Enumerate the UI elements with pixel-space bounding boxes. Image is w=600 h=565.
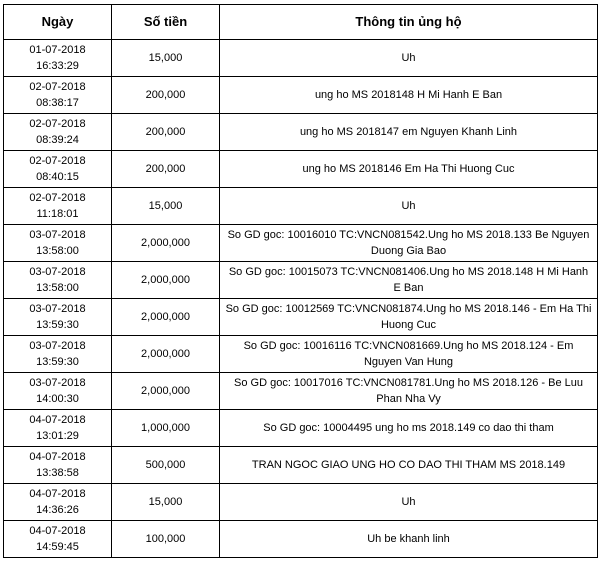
cell-date: 02-07-2018 08:39:24 (4, 114, 112, 151)
table-row (4, 151, 598, 188)
cell-info: So GD goc: 10004495 ung ho ms 2018.149 co dao thi tham (220, 410, 598, 447)
cell-info: Uh (220, 188, 598, 225)
header-info: Thông tin ủng hộ (220, 5, 598, 40)
cell-amount: 2,000,000 (112, 299, 220, 336)
table-row (4, 299, 598, 336)
cell-date: 02-07-2018 08:38:17 (4, 77, 112, 114)
cell-date: 04-07-2018 13:01:29 (4, 410, 112, 447)
cell-amount: 500,000 (112, 447, 220, 484)
table-row (4, 225, 598, 262)
table-row (4, 373, 598, 410)
table-row (4, 521, 598, 558)
cell-date: 04-07-2018 14:36:26 (4, 484, 112, 521)
cell-info: So GD goc: 10016116 TC:VNCN081669.Ung ho MS 2018.124 - Em Nguyen Van Hung (220, 336, 598, 373)
cell-info: Uh (220, 484, 598, 521)
cell-info: ung ho MS 2018147 em Nguyen Khanh Linh (220, 114, 598, 151)
table-row (4, 410, 598, 447)
table-row (4, 77, 598, 114)
table-row (4, 188, 598, 225)
cell-date: 04-07-2018 13:38:58 (4, 447, 112, 484)
cell-info: ung ho MS 2018148 H Mi Hanh E Ban (220, 77, 598, 114)
cell-info: Uh be khanh linh (220, 521, 598, 558)
cell-amount: 1,000,000 (112, 410, 220, 447)
table-row (4, 336, 598, 373)
cell-date: 03-07-2018 14:00:30 (4, 373, 112, 410)
cell-info: ung ho MS 2018146 Em Ha Thi Huong Cuc (220, 151, 598, 188)
cell-info: So GD goc: 10017016 TC:VNCN081781.Ung ho MS 2018.126 - Be Luu Phan Nha Vy (220, 373, 598, 410)
cell-date: 03-07-2018 13:59:30 (4, 336, 112, 373)
table-row (4, 262, 598, 299)
cell-amount: 2,000,000 (112, 336, 220, 373)
cell-info: TRAN NGOC GIAO UNG HO CO DAO THI THAM MS 2018.149 (220, 447, 598, 484)
cell-date: 03-07-2018 13:58:00 (4, 262, 112, 299)
cell-amount: 2,000,000 (112, 373, 220, 410)
cell-info: So GD goc: 10016010 TC:VNCN081542.Ung ho MS 2018.133 Be Nguyen Duong Gia Bao (220, 225, 598, 262)
cell-amount: 200,000 (112, 151, 220, 188)
table-row (4, 484, 598, 521)
cell-date: 03-07-2018 13:59:30 (4, 299, 112, 336)
cell-amount: 2,000,000 (112, 225, 220, 262)
cell-date: 02-07-2018 11:18:01 (4, 188, 112, 225)
table-row (4, 447, 598, 484)
cell-info: So GD goc: 10015073 TC:VNCN081406.Ung ho MS 2018.148 H Mi Hanh E Ban (220, 262, 598, 299)
header-row (4, 5, 598, 40)
table-body (4, 40, 598, 558)
table-row (4, 114, 598, 151)
cell-info: Uh (220, 40, 598, 77)
cell-amount: 15,000 (112, 188, 220, 225)
cell-amount: 100,000 (112, 521, 220, 558)
cell-info: So GD goc: 10012569 TC:VNCN081874.Ung ho MS 2018.146 - Em Ha Thi Huong Cuc (220, 299, 598, 336)
cell-date: 03-07-2018 13:58:00 (4, 225, 112, 262)
donations-table (3, 4, 598, 558)
header-date: Ngày (4, 5, 112, 40)
cell-amount: 200,000 (112, 114, 220, 151)
table-header (4, 5, 598, 40)
cell-amount: 15,000 (112, 484, 220, 521)
cell-date: 01-07-2018 16:33:29 (4, 40, 112, 77)
cell-amount: 15,000 (112, 40, 220, 77)
cell-amount: 200,000 (112, 77, 220, 114)
cell-date: 02-07-2018 08:40:15 (4, 151, 112, 188)
header-amount: Số tiền (112, 5, 220, 40)
cell-date: 04-07-2018 14:59:45 (4, 521, 112, 558)
cell-amount: 2,000,000 (112, 262, 220, 299)
table-row (4, 40, 598, 77)
